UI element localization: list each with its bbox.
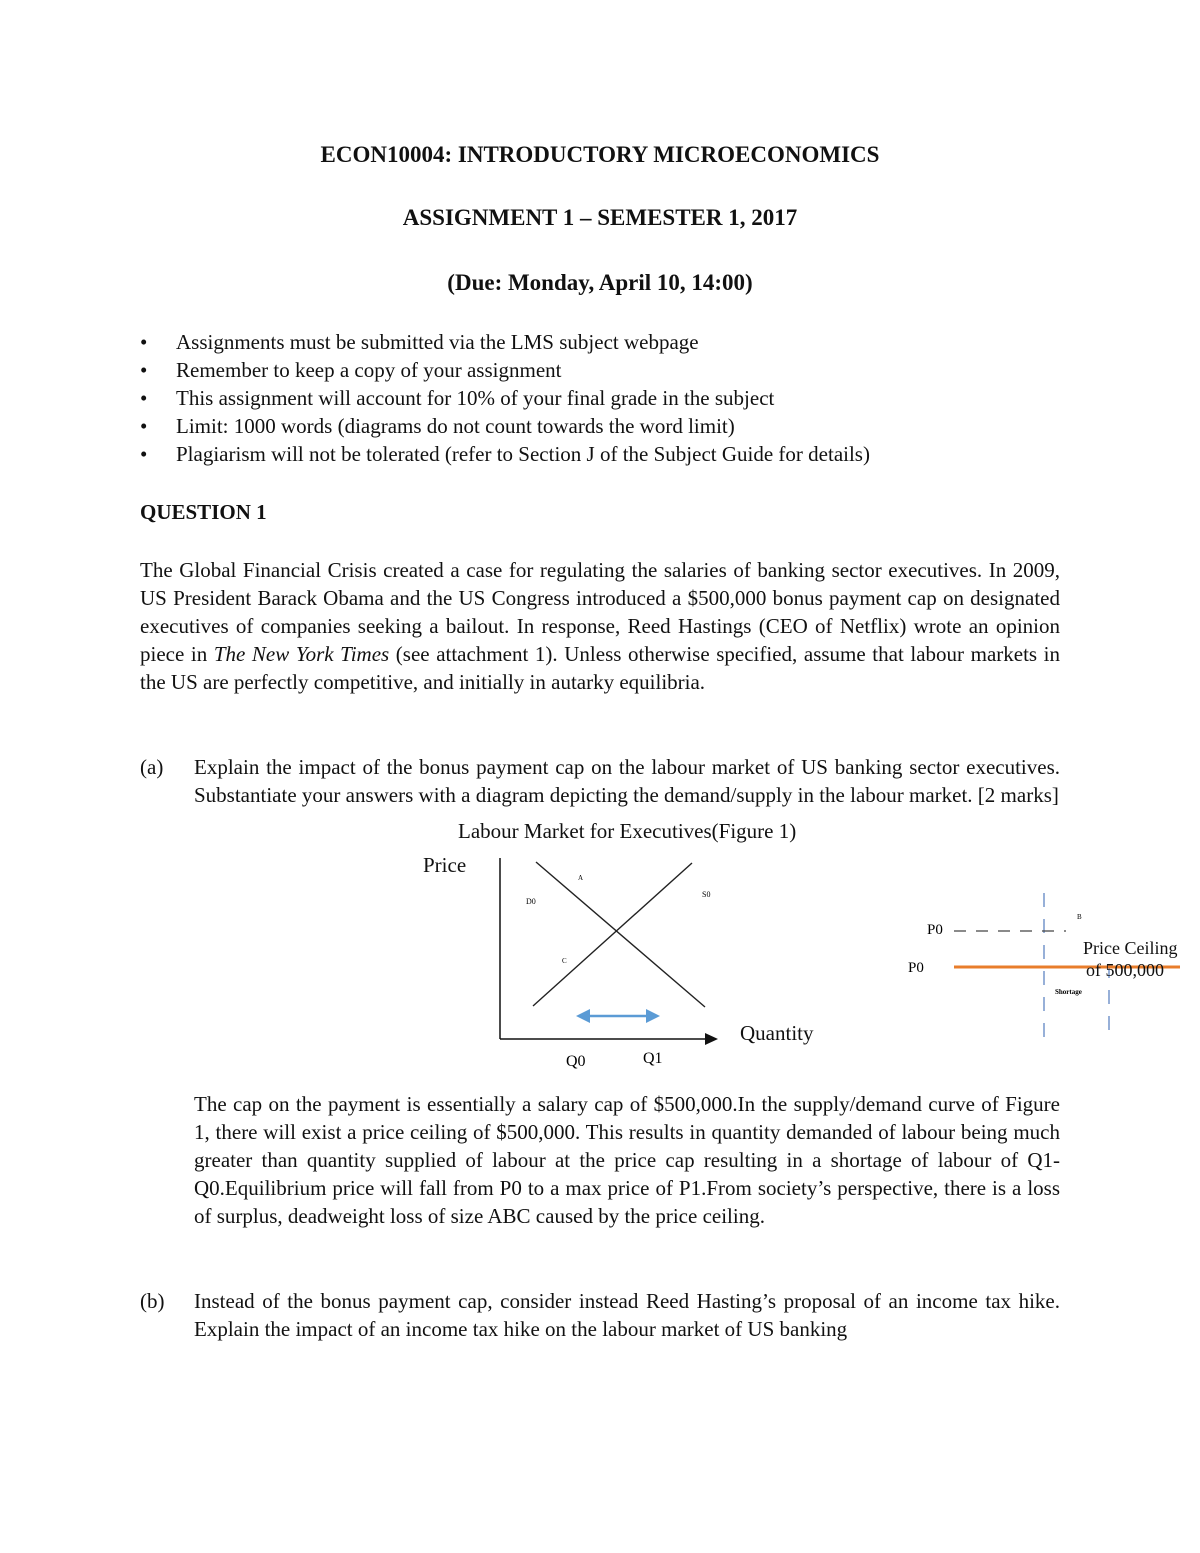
bullet-icon: • — [140, 330, 148, 354]
p0-upper-label: P0 — [927, 922, 943, 938]
arrow-left-icon — [576, 1009, 590, 1023]
part-a-text: Explain the impact of the bonus payment cap on the labour market of US banking sector executives. Substantiate your answers with a diagram depicting the demand/supply in the labour market. [2 marks] — [194, 755, 1060, 807]
shortage-label: Shortage — [1055, 988, 1082, 996]
point-a-label: A — [578, 874, 584, 882]
supply-curve — [533, 863, 692, 1006]
point-b-label: B — [1077, 913, 1082, 921]
point-c-label: C — [562, 957, 567, 965]
newspaper-title: The New York Times — [213, 642, 390, 666]
bullet-icon: • — [140, 386, 148, 410]
x-axis-arrow-icon — [705, 1033, 718, 1045]
q1-label: Q1 — [643, 1050, 663, 1067]
assignment-title: ASSIGNMENT 1 – SEMESTER 1, 2017 — [402, 205, 798, 230]
part-a-label: (a) — [140, 755, 164, 779]
supply-label: S0 — [702, 890, 711, 899]
list-item: • Limit: 1000 words (diagrams do not count towards the word limit) — [140, 414, 735, 438]
part-b-text: Instead of the bonus payment cap, consider instead Reed Hasting’s proposal of an income tax hike. Explain the impact of an income tax hike on the labour market of US banking — [194, 1289, 1060, 1341]
demand-label: D0 — [526, 897, 536, 906]
arrow-right-icon — [646, 1009, 660, 1023]
p0-lower-label: P0 — [908, 960, 924, 976]
question-intro: The Global Financial Crisis created a case for regulating the salaries of banking sector executives. In 2009, US President Barack Obama and the US Congress introduced a $500,000 bonus payment cap on designated executives of companies seeking a bailout. In response, Reed Hastings (CEO of Netflix) wrote an opinion piece in The New York Times (see attachment 1). Unless otherwise specified, assume that labour markets in the US are perfectly competitive, and initially in autarky equilibria. — [140, 558, 1061, 694]
bullet-icon: • — [140, 414, 148, 438]
list-item: • Plagiarism will not be tolerated (refer to Section J of the Subject Guide for details) — [140, 442, 870, 466]
bullet-icon: • — [140, 358, 148, 382]
list-item: • Remember to keep a copy of your assignment — [140, 358, 562, 382]
demand-curve — [536, 862, 705, 1007]
q0-label: Q0 — [566, 1053, 586, 1070]
list-item: • Assignments must be submitted via the LMS subject webpage — [140, 330, 699, 354]
x-axis-label: Quantity — [740, 1021, 814, 1045]
list-item: • This assignment will account for 10% of your final grade in the subject — [140, 386, 775, 410]
bullet-icon: • — [140, 442, 148, 466]
part-a-answer: The cap on the payment is essentially a salary cap of $500,000.In the supply/demand curve of Figure 1, there will exist a price ceiling of $500,000. This results in quantity demanded of labour being much greater than quantity supplied of labour at the price cap resulting in a shortage of labour of Q1-Q0.Equilibrium price will fall from P0 to a max price of P1.From society’s perspective, there is a loss of surplus, deadweight loss of size ABC caused by the price ceiling. — [194, 1092, 1060, 1228]
ceiling-label-line2: of 500,000 — [1086, 960, 1164, 980]
question-heading: QUESTION 1 — [140, 500, 267, 524]
part-b-label: (b) — [140, 1289, 165, 1313]
figure-title: Labour Market for Executives(Figure 1) — [458, 819, 797, 843]
due-date: (Due: Monday, April 10, 14:00) — [447, 270, 753, 295]
y-axis-label: Price — [423, 853, 467, 877]
course-title: ECON10004: INTRODUCTORY MICROECONOMICS — [320, 142, 880, 167]
ceiling-label-line1: Price Ceiling — [1083, 938, 1178, 958]
